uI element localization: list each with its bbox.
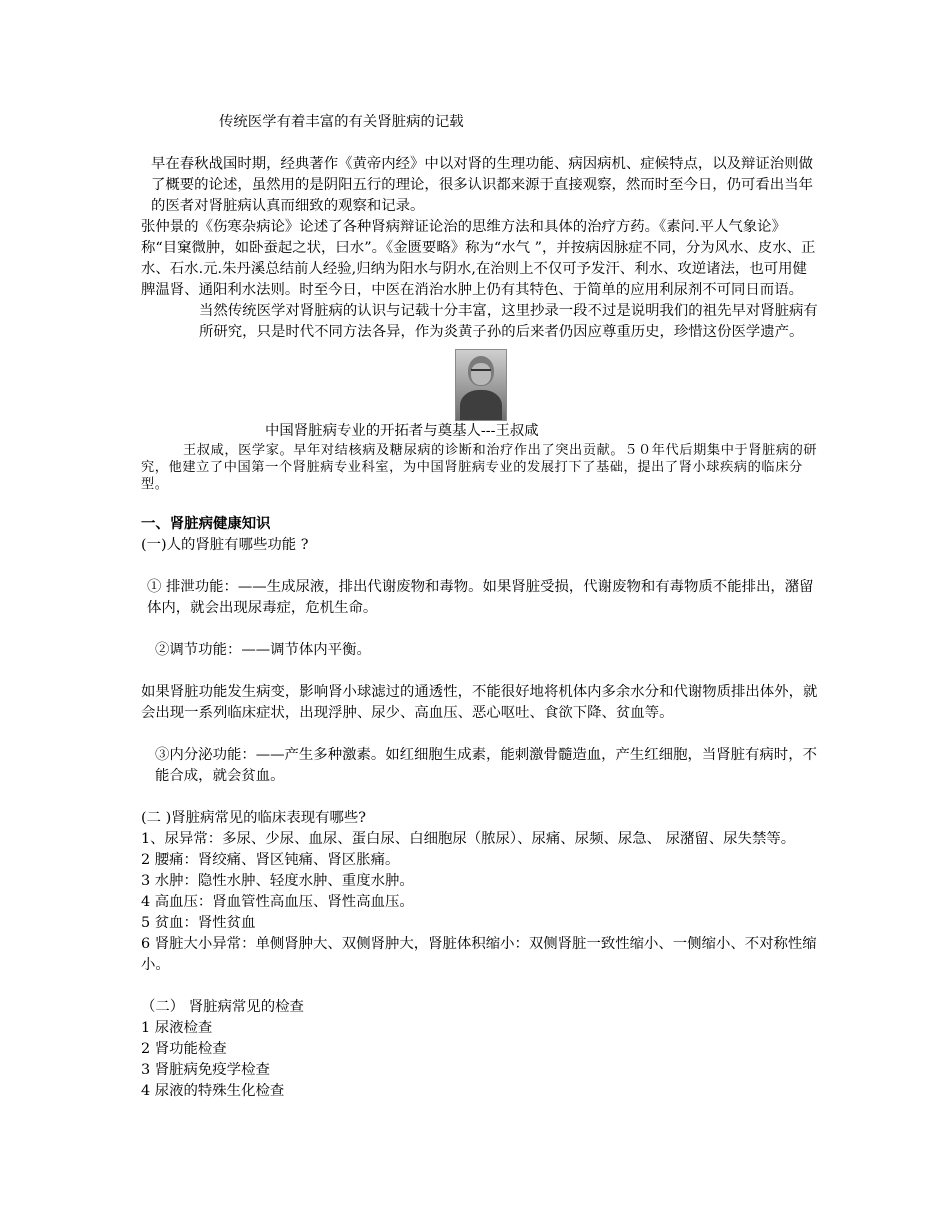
photo-caption: 中国肾脏病专业的开拓者与奠基人---王叔咸 — [265, 423, 539, 439]
intro-paragraph-3: 当然传统医学对肾脏病的认识与记载十分丰富，这里抄录一段不过是说明我们的祖先早对肾脏病有所研究，只是时代不同方法各异，作为炎黄子孙的后来者仍因应尊重历史，珍惜这份医学遗产。 — [199, 303, 818, 340]
function-1: ① 排泄功能：——生成尿液，排出代谢废物和毒物。如果肾脏受损，代谢废物和有毒物质不能排出，潴留体内，就会出现尿毒症，危机生命。 — [147, 579, 814, 616]
question-1: (一)人的肾脏有哪些功能 ? — [141, 537, 309, 553]
intro-paragraph-2: 张仲景的《伤寒杂病论》论述了各种肾病辩证论治的思维方法和具体的治疗方药。《素问.平人气象论》称“目窠微肿，如卧蚕起之状，曰水”。《金匮要略》称为“水气 ”，并按病因脉症不同，分为风水、皮水、正水、石水.元.朱丹溪总结前人经验,归纳为阳水与阴水,在治则上不仅可予发汗、利水、攻逆诸法，也可用健脾温肾、通阳利水法则。时至今日，中医在消治水肿上仍有其特色、于简单的应用利尿剂不可同日而语。 — [141, 219, 816, 298]
list-item: 3 肾脏病免疫学检查 — [141, 1062, 270, 1078]
list-item: 4 高血压：肾血管性高血压、肾性高血压。 — [141, 894, 414, 910]
spacer — [141, 724, 821, 745]
question-2: (二 )肾脏病常见的临床表现有哪些? — [141, 810, 366, 826]
function-2: ②调节功能：——调节体内平衡。 — [155, 642, 371, 658]
spacer — [141, 619, 821, 640]
spacer — [141, 556, 821, 577]
portrait-container — [141, 349, 821, 421]
biography — [141, 442, 821, 493]
list-item: 1 尿液检查 — [141, 1020, 213, 1036]
spacer — [141, 493, 821, 514]
spacer — [141, 787, 821, 808]
symptom-list — [141, 829, 821, 976]
function-2-detail: 如果肾脏功能发生病变，影响肾小球滤过的通透性，不能很好地将机体内多余水分和代谢物质排出体外，就会出现一系列临床症状，出现浮肿、尿少、高血压、恶心呕吐、食欲下降、贫血等。 — [141, 684, 818, 721]
section-heading: 一、肾脏病健康知识 — [141, 516, 271, 532]
list-item: 2 肾功能检查 — [141, 1041, 227, 1057]
list-item: 3 水肿：隐性水肿、轻度水肿、重度水肿。 — [141, 873, 414, 889]
spacer — [141, 133, 821, 154]
biography-text: 王叔咸，医学家。早年对结核病及糖尿病的诊断和治疗作出了突出贡献。５０年代后期集中于肾脏病的研究，他建立了中国第一个肾脏病专业科室，为中国肾脏病专业的发展打下了基础，提出了肾小球疾病的临床分型。 — [141, 443, 818, 492]
list-item: 6 肾脏大小异常：单侧肾肿大、双侧肾肿大，肾脏体积缩小：双侧肾脏一致性缩小、一侧缩小、不对称性缩小。 — [141, 936, 817, 973]
spacer — [141, 976, 821, 997]
list-item: 1、尿异常：多尿、少尿、血尿、蛋白尿、白细胞尿（脓尿）、尿痛、尿频、尿急、 尿潴留、尿失禁等。 — [141, 831, 796, 847]
exam-list — [141, 1018, 821, 1102]
list-item: 4 尿液的特殊生化检查 — [141, 1083, 285, 1099]
intro-paragraph-1: 早在春秋战国时期，经典著作《黄帝内经》中以对肾的生理功能、病因病机、症候特点，以及辩证治则做了概要的论述，虽然用的是阴阳五行的理论，很多认识都来源于直接观察，然而时至今日，仍可看出当年的医者对肾脏病认真而细致的观察和记录。 — [151, 156, 813, 214]
list-item: 5 贫血：肾性贫血 — [141, 915, 256, 931]
function-3: ③内分泌功能：——产生多种激素。如红细胞生成素，能刺激骨髓造血，产生红细胞，当肾脏有病时，不能合成，就会贫血。 — [155, 747, 817, 784]
list-item: 2 腰痛：肾绞痛、肾区钝痛、肾区胀痛。 — [141, 852, 400, 868]
document-title: 传统医学有着丰富的有关肾脏病的记载 — [219, 114, 464, 130]
portrait-photo — [455, 349, 507, 421]
spacer — [141, 661, 821, 682]
question-3: （二） 肾脏病常见的检查 — [141, 999, 304, 1015]
document-page — [141, 112, 821, 1102]
